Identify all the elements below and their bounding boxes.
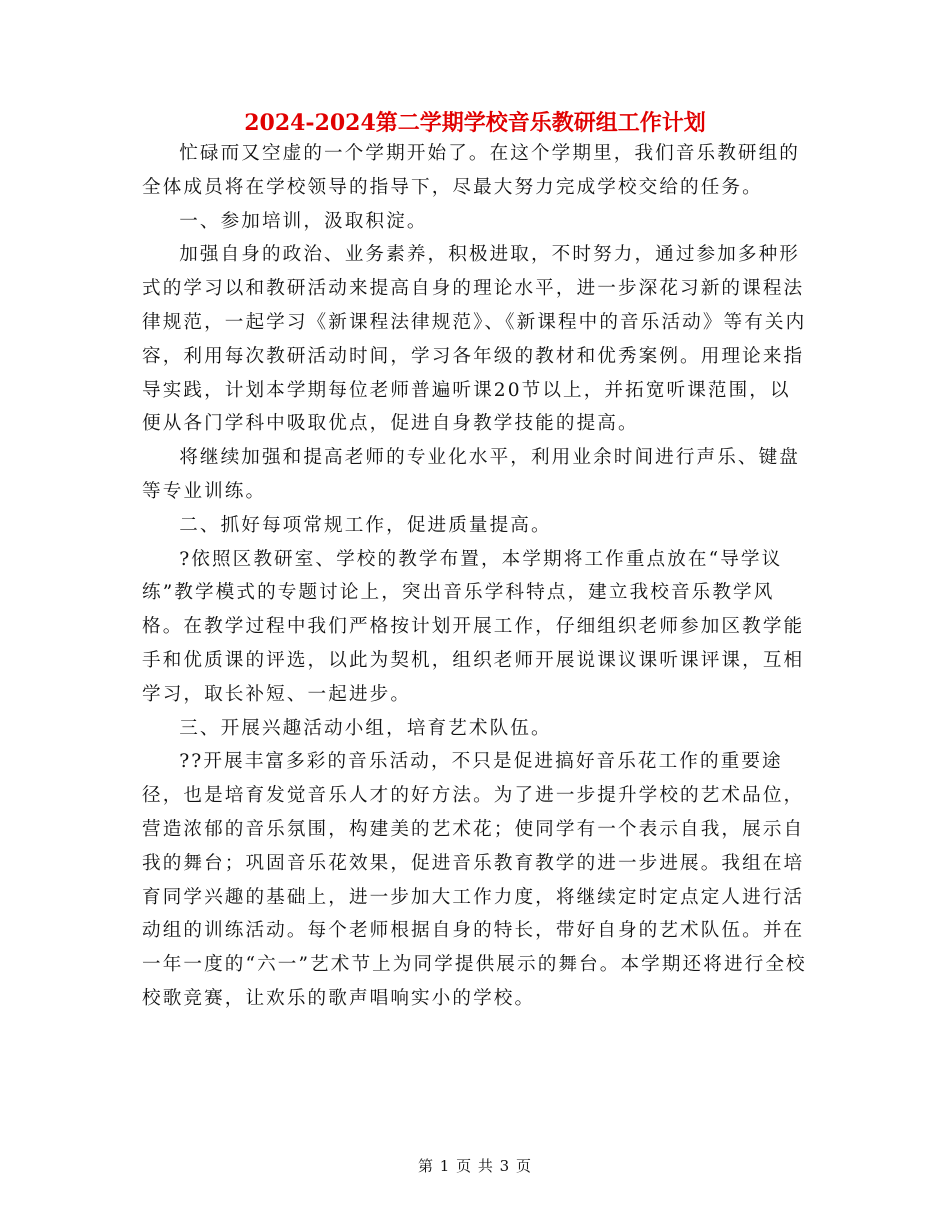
section-heading-3: 三、开展兴趣活动小组，培育艺术队伍。 bbox=[179, 717, 552, 739]
paragraph-professional: 将继续加强和提高老师的专业化水平，利用业余时间进行声乐、键盘等专业训练。 bbox=[142, 447, 801, 502]
page-number-label: 第 1 页 共 3 页 bbox=[418, 1157, 532, 1175]
section-heading-2: 二、抓好每项常规工作，促进质量提高。 bbox=[179, 514, 552, 536]
document-body bbox=[142, 137, 810, 1016]
document-title: 2024-2024第二学期学校音乐教研组工作计划 bbox=[244, 110, 706, 136]
paragraph-activities: ??开展丰富多彩的音乐活动，不只是促进搞好音乐花工作的重要途径，也是培育发觉音乐人才的好方法。为了进一步提升学校的艺术品位，营造浓郁的音乐氛围，构建美的艺术花；使同学有一个表示自我，展示自我的舞台；巩固音乐花效果，促进音乐教育教学的进一步进展。我组在培育同学兴趣的基础上，进一步加大工作力度，将继续定时定点定人进行活动组的训练活动。每个老师根据自身的特长，带好自身的艺术队伍。并在一年一度的“六一”艺术节上为同学提供展示的舞台。本学期还将进行全校校歌竞赛，让欢乐的歌声唱响实小的学校。 bbox=[142, 751, 807, 1009]
paragraph-routine-work: ?依照区教研室、学校的教学布置，本学期将工作重点放在“导学议练”教学模式的专题讨论上，突出音乐学科特点，建立我校音乐教学风格。在教学过程中我们严格按计划开展工作，仔细组织老师参加区教学能手和优质课的评选，以此为契机，组织老师开展说课议课听课评课，互相学习，取长补短、一起进步。 bbox=[142, 548, 805, 705]
paragraph-training: 加强自身的政治、业务素养，积极进取，不时努力，通过参加多种形式的学习以和教研活动来提高自身的理论水平，进一步深花习新的课程法律规范，一起学习《新课程法律规范》、《新课程中的音乐活动》等有关内容，利用每次教研活动时间，学习各年级的教材和优秀案例。用理论来指导实践，计划本学期每位老师普遍听课20节以上，并拓宽听课范围，以便从各门学科中吸取优点，促进自身教学技能的提高。 bbox=[142, 244, 807, 435]
section-heading-1: 一、参加培训，汲取积淀。 bbox=[179, 210, 428, 232]
page-number-footer bbox=[0, 1155, 950, 1176]
paragraph-intro: 忙碌而又空虚的一个学期开始了。在这个学期里，我们音乐教研组的全体成员将在学校领导的指导下，尽最大努力完成学校交给的任务。 bbox=[142, 143, 801, 198]
